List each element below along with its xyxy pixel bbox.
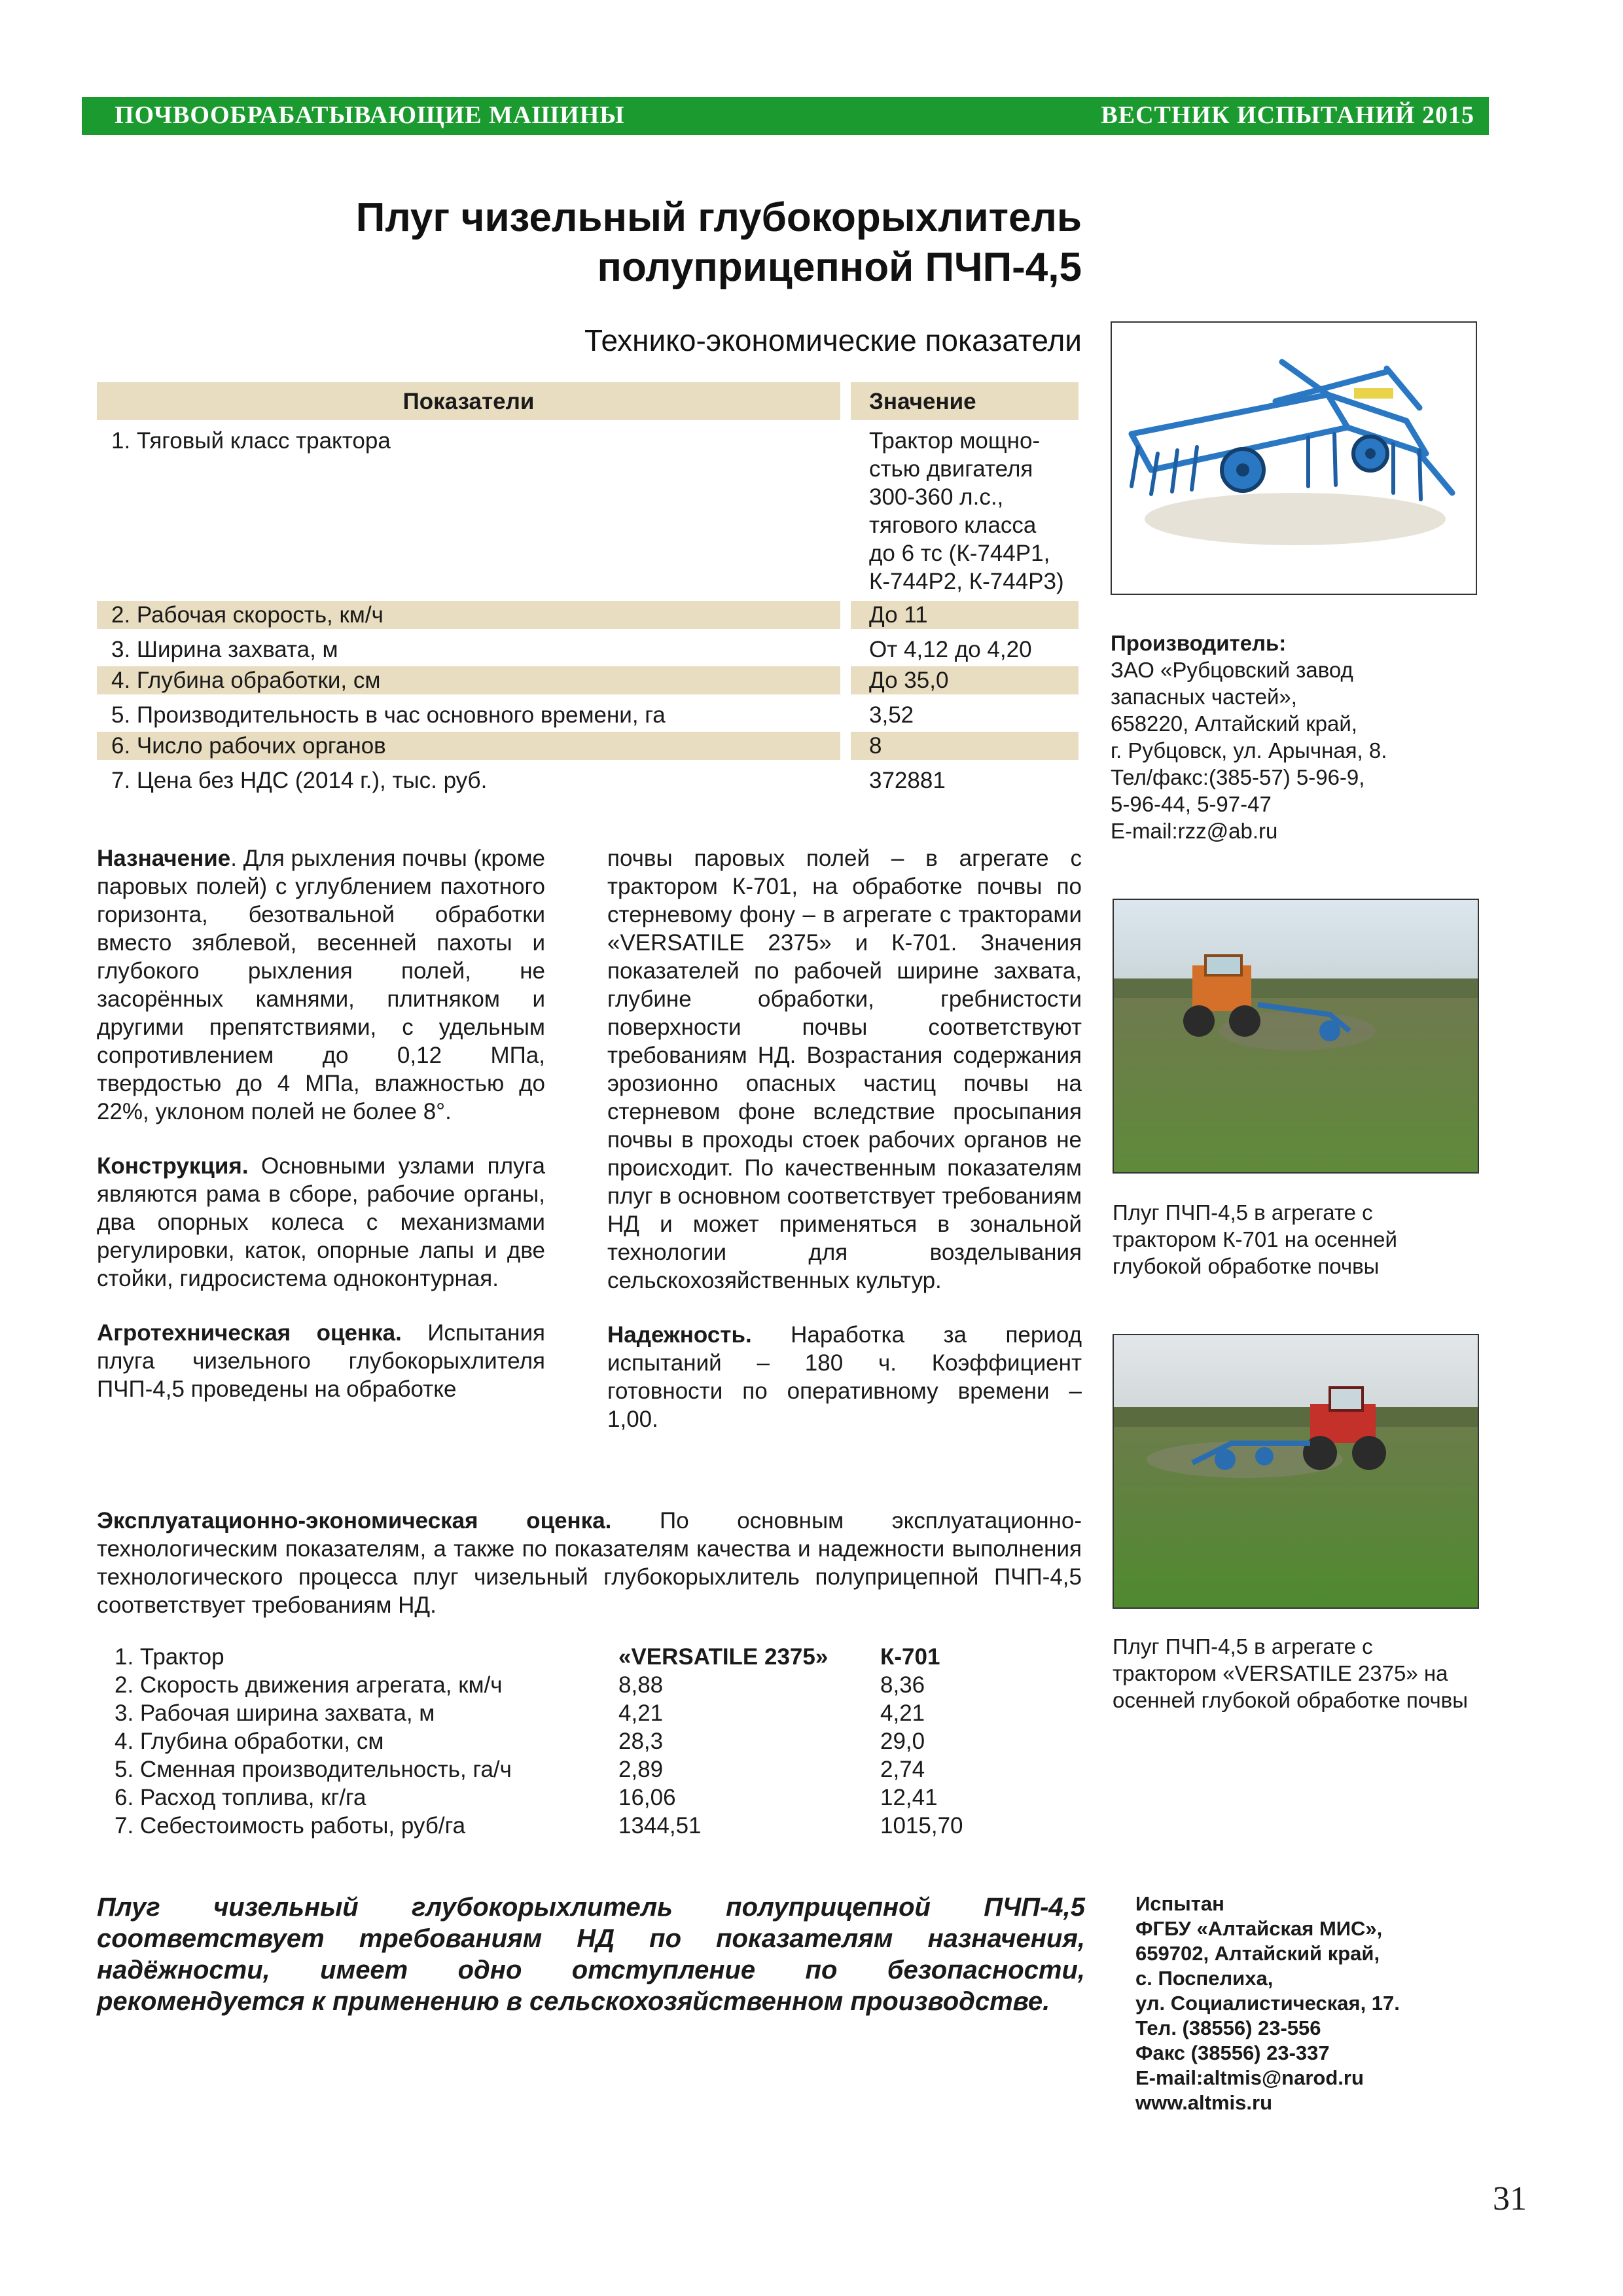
indicator-value: 3,52	[869, 702, 914, 728]
indicator-name: 3. Ширина захвата, м	[111, 637, 338, 662]
body-column-2	[607, 844, 1082, 1460]
indicator-value: До 11	[851, 601, 1079, 629]
implement-photo	[1111, 321, 1477, 595]
reliability-text: Наработка за период испытаний – 180 ч. Коэффициент готовности по оперативному времени – 1,00.	[607, 1322, 1082, 1432]
manufacturer-line: 5-96-44, 5-97-47	[1111, 792, 1272, 816]
table-row	[115, 1671, 963, 1699]
result-value-versatile: 16,06	[618, 1785, 676, 1810]
page-subtitle: Технико-экономические показатели	[584, 323, 1082, 357]
table-row	[97, 762, 1079, 795]
result-name: 1. Трактор	[115, 1644, 224, 1670]
tested-line: с. Поспелиха,	[1135, 1967, 1274, 1990]
table-row	[97, 732, 1079, 760]
result-value-k701: 4,21	[880, 1700, 925, 1726]
tested-line: 659702, Алтайский край,	[1135, 1942, 1380, 1965]
table-row	[115, 1699, 963, 1727]
purpose-text: . Для рыхления почвы (кроме паровых полей) с углублением пахотного горизонта, безотвальной обработки вместо зяблевой, весенней пахоты и глубокого рыхления полей, не засорённых камнями, плитняком и другими препятствиями, с удельным сопротивлением до 0,12 МПа, твердостью до 4 МПа, влажностью до 22%, уклоном полей не более 8°.	[97, 846, 545, 1124]
manufacturer-line: запасных частей»,	[1111, 685, 1297, 709]
result-value-versatile: 4,21	[618, 1700, 664, 1726]
section-title: ПОЧВООБРАБАТЫВАЮЩИЕ МАШИНЫ	[115, 101, 625, 129]
manufacturer-label: Производитель:	[1111, 631, 1287, 655]
agro-text: Испытания плуга чизельного глубокорыхлителя ПЧП-4,5 проведены на обработке	[97, 1320, 545, 1402]
indicator-value: 8	[851, 732, 1079, 760]
table-row	[97, 697, 1079, 729]
indicator-value: Трактор мощно- стью двигателя 300-360 л.с., тягового класса до 6 тс (К-744Р1, К-744Р2, К-744Р3)	[869, 428, 1064, 594]
econ-paragraph	[97, 1507, 1082, 1619]
indicator-value: 372881	[869, 768, 946, 793]
result-value-k701: 12,41	[880, 1785, 938, 1810]
agro-heading: Агротехническая оценка.	[97, 1320, 402, 1346]
indicator-value: От 4,12 до 4,20	[869, 637, 1032, 662]
design-text: Основными узлами плуга являются рама в сборе, рабочие органы, два опорных колеса с механизмами регулировки, каток, опорные лапы и две стойки, гидросистема одноконтурная.	[97, 1153, 545, 1291]
table-row	[115, 1755, 963, 1784]
design-paragraph	[97, 1152, 545, 1293]
result-name: 2. Скорость движения агрегата, км/ч	[115, 1672, 503, 1698]
purpose-paragraph	[97, 844, 545, 1126]
page-title-line2: полуприцепной ПЧП-4,5	[597, 245, 1082, 290]
indicators-table	[97, 380, 1079, 797]
result-value-versatile: 28,3	[618, 1729, 664, 1754]
table-row	[97, 666, 1079, 694]
table-row	[97, 423, 1079, 598]
tested-line: Тел. (38556) 23-556	[1135, 2017, 1321, 2039]
tested-line: www.altmis.ru	[1135, 2091, 1273, 2114]
tested-line: Факс (38556) 23-337	[1135, 2041, 1330, 2064]
indicator-name: 7. Цена без НДС (2014 г.), тыс. руб.	[111, 768, 488, 793]
journal-title: ВЕСТНИК ИСПЫТАНИЙ 2015	[1101, 101, 1474, 129]
econ-heading: Эксплуатационно-экономическая оценка.	[97, 1508, 612, 1534]
result-value-versatile: 2,89	[618, 1757, 664, 1782]
page-title-line1: Плуг чизельный глубокорыхлитель	[355, 195, 1082, 240]
purpose-heading: Назначение	[97, 846, 231, 871]
result-name: 5. Сменная производительность, га/ч	[115, 1757, 512, 1782]
result-value-versatile: 8,88	[618, 1672, 664, 1698]
tested-by-block	[1135, 1892, 1400, 2115]
page-number: 31	[1493, 2180, 1527, 2217]
tested-line: Испытан	[1135, 1892, 1224, 1915]
result-value-k701: 1015,70	[880, 1813, 963, 1839]
tested-line: ул. Социалистическая, 17.	[1135, 1992, 1400, 2015]
manufacturer-block	[1111, 630, 1477, 844]
table-row	[115, 1727, 963, 1755]
manufacturer-line: E-mail:rzz@ab.ru	[1111, 819, 1278, 843]
table-row	[115, 1812, 963, 1840]
result-header-k701: К-701	[880, 1644, 940, 1670]
agro-paragraph	[97, 1319, 545, 1403]
page-title	[356, 193, 1082, 293]
indicator-name: 1. Тяговый класс трактора	[111, 428, 391, 454]
econ-text: По основным эксплуатационно-технологическим показателям, а также по показателям качества и надежности выполнения технологического процесса плуг чизельный глубокорыхлитель полуприцепной ПЧП-4,5 соответствует требованиям НД.	[97, 1508, 1082, 1618]
results-table	[115, 1643, 963, 1840]
table-row	[115, 1784, 963, 1812]
reliability-paragraph	[607, 1321, 1082, 1433]
manufacturer-line: 658220, Алтайский край,	[1111, 711, 1357, 736]
result-name: 4. Глубина обработки, см	[115, 1729, 384, 1754]
photo-caption-k701: Плуг ПЧП-4,5 в агрегате с трактором К-701 на осенней глубокой обработке почвы	[1113, 1200, 1397, 1278]
result-value-versatile: 1344,51	[618, 1813, 702, 1839]
tested-line: E-mail:altmis@narod.ru	[1135, 2066, 1364, 2089]
section-header-bar	[82, 97, 1489, 135]
indicator-name: 2. Рабочая скорость, км/ч	[97, 601, 840, 629]
manufacturer-line: г. Рубцовск, ул. Арычная, 8.	[1111, 738, 1387, 762]
field-photo-k701	[1113, 899, 1479, 1174]
indicator-value: До 35,0	[851, 666, 1079, 694]
manufacturer-line: ЗАО «Рубцовский завод	[1111, 658, 1353, 682]
tested-line: ФГБУ «Алтайская МИС»,	[1135, 1917, 1383, 1940]
table-row	[115, 1643, 963, 1671]
conclusion-text: Плуг чизельный глубокорыхлитель полуприцепной ПЧП-4,5 соответствует требованиям НД по показателям назначения, надёжности, имеет одно отступление по безопасности, рекомендуется к применению в сельскохозяйственном производстве.	[97, 1893, 1085, 2016]
result-value-k701: 29,0	[880, 1729, 925, 1754]
table-row	[97, 632, 1079, 664]
result-name: 3. Рабочая ширина захвата, м	[115, 1700, 435, 1726]
manufacturer-line: Тел/факс:(385-57) 5-96-9,	[1111, 765, 1365, 789]
field-photo-versatile	[1113, 1334, 1479, 1609]
result-value-k701: 2,74	[880, 1757, 925, 1782]
body-column-1	[97, 844, 545, 1429]
result-name: 7. Себестоимость работы, руб/га	[115, 1813, 466, 1839]
design-heading: Конструкция.	[97, 1153, 249, 1179]
table-row	[97, 601, 1079, 629]
photo-caption-versatile: Плуг ПЧП-4,5 в агрегате с трактором «VERSATILE 2375» на осенней глубокой обработке почвы	[1113, 1634, 1468, 1712]
indicators-header-name: Показатели	[97, 382, 840, 420]
result-name: 6. Расход топлива, кг/га	[115, 1785, 366, 1810]
indicator-name: 6. Число рабочих органов	[97, 732, 840, 760]
chisel-plow-illustration	[1112, 323, 1476, 594]
result-value-k701: 8,36	[880, 1672, 925, 1698]
reliability-heading: Надежность.	[607, 1322, 752, 1348]
result-header-versatile: «VERSATILE 2375»	[618, 1644, 829, 1670]
indicators-header-value: Значение	[851, 382, 1079, 420]
tractor-versatile-illustration	[1114, 1335, 1478, 1607]
indicator-name: 4. Глубина обработки, см	[97, 666, 840, 694]
agro-continued-paragraph: почвы паровых полей – в агрегате с трактором К-701, на обработке почвы по стерневому фону – в агрегате с тракторами «VERSATILE 2375» и К-701. Значения показателей по рабочей ширине захвата, глубине обработки, гребнистости поверхности почвы соответствуют требованиям НД. Возрастания содержания эрозионно опасных частиц почвы на стерневом фоне вследствие просыпания почвы в проходы стоек рабочих органов не происходит. По качественным показателям плуг в основном соответствует требованиям НД и может применяться в зональной технологии для возделывания сельскохозяйственных культур.	[607, 846, 1082, 1293]
indicator-name: 5. Производительность в час основного времени, га	[111, 702, 666, 728]
tractor-k701-illustration	[1114, 900, 1478, 1172]
